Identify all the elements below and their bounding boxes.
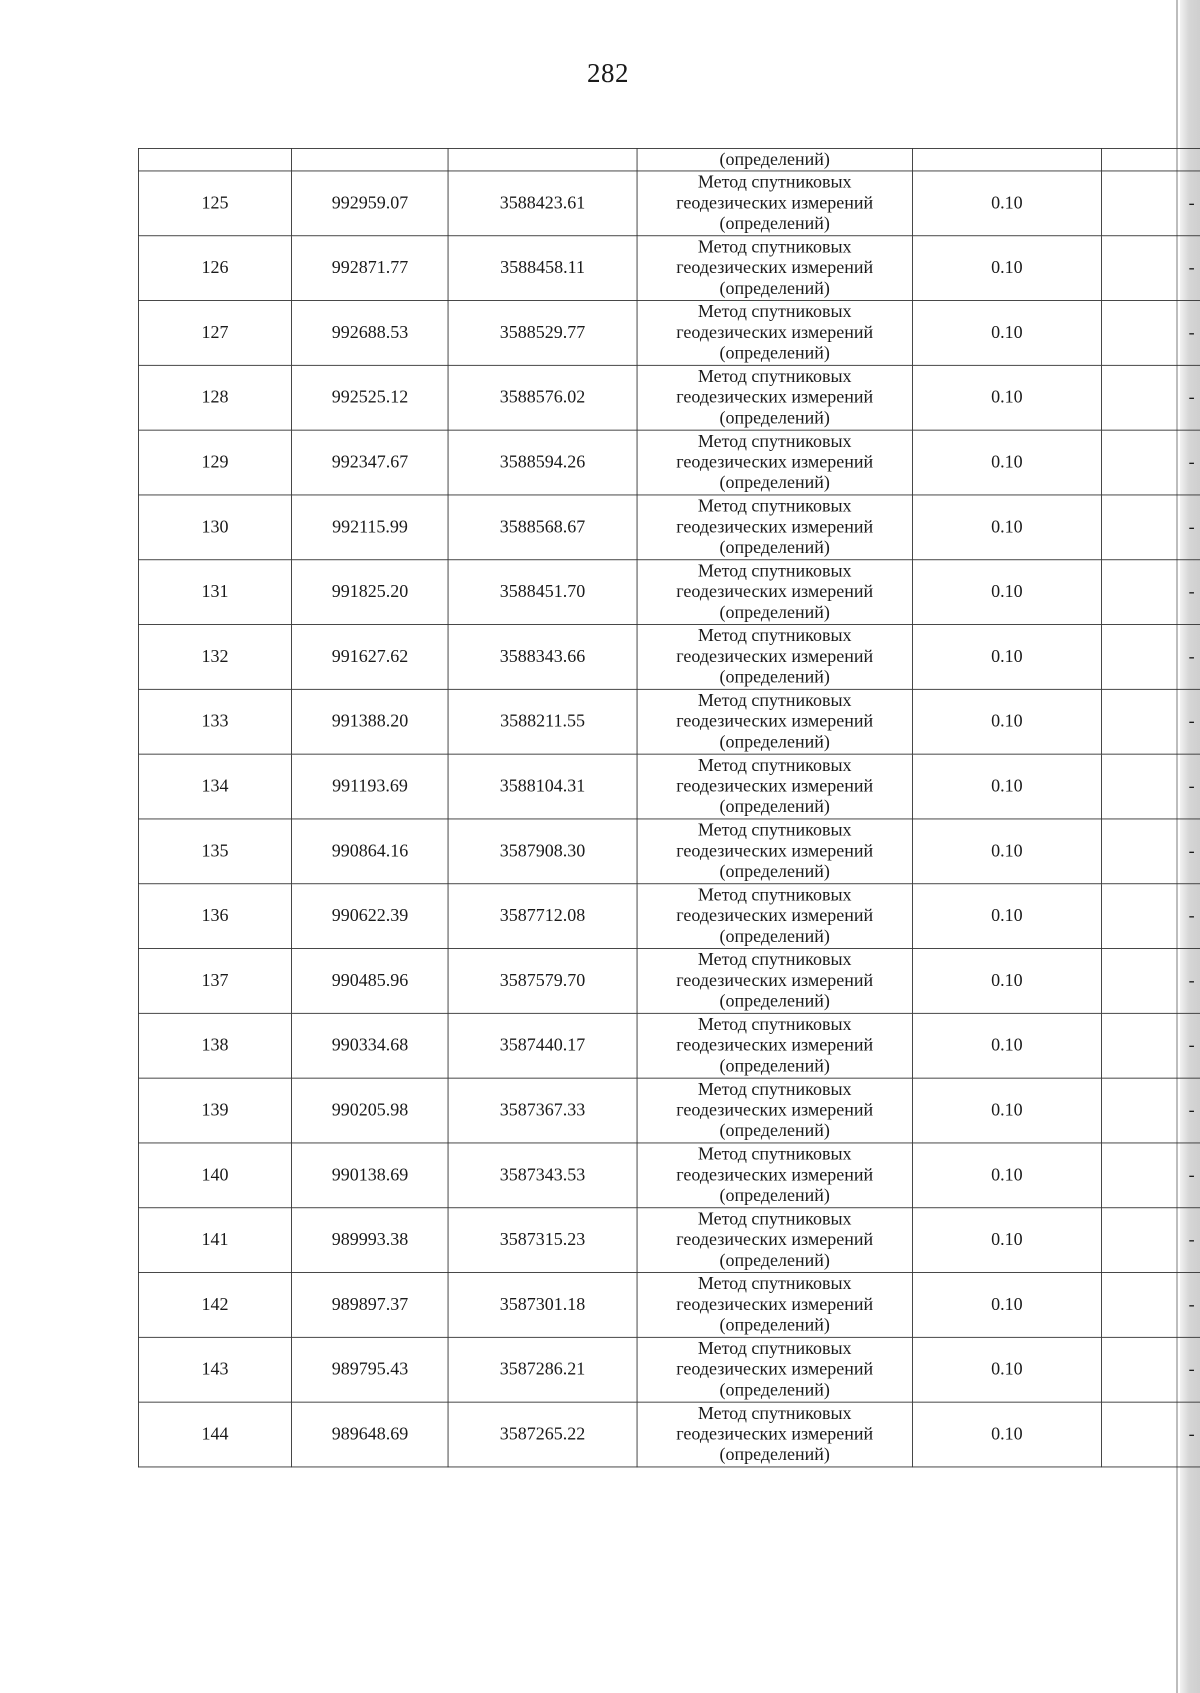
method-line: (определений) <box>719 1120 830 1141</box>
cell-accuracy: 0.10 <box>913 1208 1101 1273</box>
cell-x: 989993.38 <box>292 1208 449 1273</box>
cell-y: 3587712.08 <box>448 884 636 949</box>
table-row <box>138 1402 1200 1467</box>
method-line: Метод спутниковых <box>697 431 852 452</box>
cell-y: 3587286.21 <box>448 1337 636 1402</box>
cell-number: 137 <box>138 949 291 1014</box>
cell-note: - <box>1101 495 1200 560</box>
continuation-row <box>138 148 1200 171</box>
cell-number: 143 <box>138 1337 291 1402</box>
cell-y: 3588458.11 <box>448 236 636 301</box>
cell-y: 3587579.70 <box>448 949 636 1014</box>
cell-number: 128 <box>138 365 291 430</box>
cell-note: - <box>1101 301 1200 366</box>
method-line: (определений) <box>719 213 830 234</box>
cell-y: 3588423.61 <box>448 171 636 236</box>
table-row <box>138 1273 1200 1338</box>
method-line: Метод спутниковых <box>697 820 852 841</box>
cell-note: - <box>1101 689 1200 754</box>
method-line: (определений) <box>719 1315 830 1336</box>
cell-y: 3588576.02 <box>448 365 636 430</box>
cell-note: - <box>1101 1013 1200 1078</box>
cell-method <box>637 430 913 495</box>
method-line: Метод спутниковых <box>697 1209 852 1229</box>
cell-method <box>637 754 913 819</box>
method-line: (определений) <box>719 732 830 752</box>
cell-y: 3587908.30 <box>448 819 636 884</box>
cell-accuracy: 0.10 <box>913 1013 1101 1078</box>
method-line: геодезических измерений <box>676 452 874 472</box>
cell-number: 126 <box>138 236 291 301</box>
cell-x: 991193.69 <box>292 754 449 819</box>
method-line: геодезических измерений <box>676 322 874 343</box>
table-row <box>138 1337 1200 1402</box>
cell-method <box>637 495 913 560</box>
cell-method <box>637 689 913 754</box>
method-line: Метод спутниковых <box>697 237 852 257</box>
cell-method <box>637 625 913 690</box>
cell-number: 142 <box>138 1273 291 1338</box>
cell-number: 136 <box>138 884 291 949</box>
cell-accuracy: 0.10 <box>913 365 1101 430</box>
cell-number <box>138 148 291 171</box>
table-row <box>138 1208 1200 1273</box>
table-row <box>138 430 1200 495</box>
cell-number: 127 <box>138 301 291 366</box>
method-line: (определений) <box>719 667 830 688</box>
method-line: Метод спутниковых <box>697 1338 852 1359</box>
table-row <box>138 819 1200 884</box>
cell-method <box>637 1273 913 1338</box>
cell-y: 3588451.70 <box>448 560 636 625</box>
method-line: (определений) <box>719 1056 830 1076</box>
method-line: (определений) <box>719 926 830 947</box>
cell-number: 144 <box>138 1402 291 1467</box>
cell-y: 3587301.18 <box>448 1273 636 1338</box>
table-row <box>138 689 1200 754</box>
method-line: Метод спутниковых <box>697 625 852 646</box>
method-line: (определений) <box>719 796 830 817</box>
method-line: (определений) <box>719 343 830 364</box>
cell-accuracy: 0.10 <box>913 689 1101 754</box>
cell-number: 134 <box>138 754 291 819</box>
cell-method <box>637 171 913 236</box>
table-row <box>138 754 1200 819</box>
cell-y: 3587315.23 <box>448 1208 636 1273</box>
cell-accuracy: 0.10 <box>913 560 1101 625</box>
table-row <box>138 949 1200 1014</box>
cell-y: 3588104.31 <box>448 754 636 819</box>
method-line: геодезических измерений <box>676 387 874 408</box>
cell-x: 989897.37 <box>292 1273 449 1338</box>
cell-number: 138 <box>138 1013 291 1078</box>
cell-note: - <box>1101 819 1200 884</box>
cell-method <box>637 560 913 625</box>
method-line: (определений) <box>719 408 830 428</box>
table-row <box>138 560 1200 625</box>
cell-accuracy: 0.10 <box>913 236 1101 301</box>
cell-note: - <box>1101 1273 1200 1338</box>
method-line: (определений) <box>719 1444 830 1465</box>
cell-x: 990334.68 <box>292 1013 449 1078</box>
method-line: геодезических измерений <box>676 193 874 213</box>
method-line: (определений) <box>719 472 830 493</box>
method-line: Метод спутниковых <box>697 1403 852 1424</box>
cell-y: 3587343.53 <box>448 1143 636 1208</box>
cell-accuracy: 0.10 <box>913 949 1101 1014</box>
cell-y: 3587367.33 <box>448 1078 636 1143</box>
method-line: геодезических измерений <box>676 646 874 667</box>
cell-x: 989795.43 <box>292 1337 449 1402</box>
cell-y: 3588529.77 <box>448 301 636 366</box>
cell-accuracy: 0.10 <box>913 819 1101 884</box>
cell-accuracy <box>913 148 1101 171</box>
coordinates-table <box>138 148 1200 1467</box>
table-row <box>138 1013 1200 1078</box>
method-line: Метод спутниковых <box>697 561 852 581</box>
method-line: геодезических измерений <box>676 776 874 796</box>
method-line: Метод спутниковых <box>697 1273 852 1294</box>
cell-method <box>637 819 913 884</box>
cell-note: - <box>1101 949 1200 1014</box>
cell-x <box>292 148 449 171</box>
cell-method <box>637 949 913 1014</box>
method-line: геодезических измерений <box>676 905 874 926</box>
table-row <box>138 884 1200 949</box>
method-line: (определений) <box>719 1380 830 1400</box>
cell-method <box>637 236 913 301</box>
table-row <box>138 1143 1200 1208</box>
cell-method <box>637 1208 913 1273</box>
method-line: Метод спутниковых <box>697 885 852 905</box>
table-row <box>138 301 1200 366</box>
table-row <box>138 625 1200 690</box>
cell-method <box>637 1337 913 1402</box>
table-row <box>138 1078 1200 1143</box>
method-line: (определений) <box>719 602 830 623</box>
cell-y: 3588343.66 <box>448 625 636 690</box>
cell-number: 139 <box>138 1078 291 1143</box>
cell-accuracy: 0.10 <box>913 884 1101 949</box>
method-line: Метод спутниковых <box>697 366 852 387</box>
cell-note: - <box>1101 365 1200 430</box>
table-row <box>138 236 1200 301</box>
cell-note: - <box>1101 1208 1200 1273</box>
cell-method: (определений) <box>637 148 913 171</box>
cell-y: 3588594.26 <box>448 430 636 495</box>
cell-note: - <box>1101 884 1200 949</box>
method-line: геодезических измерений <box>676 1359 874 1380</box>
method-line: геодезических измерений <box>676 1165 874 1185</box>
cell-note: - <box>1101 430 1200 495</box>
cell-note: - <box>1101 625 1200 690</box>
method-line: геодезических измерений <box>676 1294 874 1315</box>
page-number: 282 <box>587 58 629 88</box>
cell-accuracy: 0.10 <box>913 1337 1101 1402</box>
cell-method <box>637 1013 913 1078</box>
cell-accuracy: 0.10 <box>913 754 1101 819</box>
method-line: геодезических измерений <box>676 581 874 602</box>
method-line: геодезических измерений <box>676 1100 874 1120</box>
cell-method <box>637 1078 913 1143</box>
method-line: Метод спутниковых <box>697 1144 852 1165</box>
method-line: (определений) <box>719 278 830 299</box>
cell-x: 992525.12 <box>292 365 449 430</box>
cell-method <box>637 365 913 430</box>
cell-x: 989648.69 <box>292 1402 449 1467</box>
method-line: (определений) <box>719 537 830 558</box>
cell-method <box>637 1143 913 1208</box>
cell-accuracy: 0.10 <box>913 1273 1101 1338</box>
cell-accuracy: 0.10 <box>913 171 1101 236</box>
cell-note: - <box>1101 754 1200 819</box>
cell-x: 990205.98 <box>292 1078 449 1143</box>
cell-method <box>637 884 913 949</box>
cell-accuracy: 0.10 <box>913 625 1101 690</box>
method-line: геодезических измерений <box>676 1424 874 1444</box>
cell-number: 130 <box>138 495 291 560</box>
cell-x: 992115.99 <box>292 495 449 560</box>
cell-note: - <box>1101 1337 1200 1402</box>
cell-note: - <box>1101 1078 1200 1143</box>
method-line: Метод спутниковых <box>697 949 852 970</box>
cell-note: - <box>1101 1402 1200 1467</box>
cell-y: 3587440.17 <box>448 1013 636 1078</box>
method-line: Метод спутниковых <box>697 172 852 193</box>
method-line: (определений) <box>719 991 830 1012</box>
cell-y: 3588211.55 <box>448 689 636 754</box>
table-row <box>138 365 1200 430</box>
method-line: геодезических измерений <box>676 517 874 537</box>
method-line: геодезических измерений <box>676 257 874 278</box>
cell-number: 141 <box>138 1208 291 1273</box>
cell-x: 991388.20 <box>292 689 449 754</box>
cell-accuracy: 0.10 <box>913 1402 1101 1467</box>
method-line: геодезических измерений <box>676 1229 874 1250</box>
cell-x: 990485.96 <box>292 949 449 1014</box>
method-line: геодезических измерений <box>676 970 874 991</box>
method-line: Метод спутниковых <box>697 1014 852 1035</box>
cell-accuracy: 0.10 <box>913 495 1101 560</box>
cell-x: 990138.69 <box>292 1143 449 1208</box>
cell-x: 990622.39 <box>292 884 449 949</box>
cell-accuracy: 0.10 <box>913 430 1101 495</box>
cell-y: 3587265.22 <box>448 1402 636 1467</box>
method-line: (определений) <box>719 861 830 882</box>
cell-number: 140 <box>138 1143 291 1208</box>
cell-accuracy: 0.10 <box>913 1078 1101 1143</box>
table-row <box>138 171 1200 236</box>
cell-number: 135 <box>138 819 291 884</box>
method-line: Метод спутниковых <box>697 496 852 517</box>
cell-accuracy: 0.10 <box>913 301 1101 366</box>
cell-x: 991627.62 <box>292 625 449 690</box>
method-line: геодезических измерений <box>676 1035 874 1056</box>
cell-note: - <box>1101 236 1200 301</box>
method-line: Метод спутниковых <box>697 1079 852 1100</box>
cell-x: 992688.53 <box>292 301 449 366</box>
method-line: геодезических измерений <box>676 841 874 861</box>
cell-number: 131 <box>138 560 291 625</box>
cell-number: 125 <box>138 171 291 236</box>
method-line: геодезических измерений <box>676 711 874 732</box>
cell-method <box>637 1402 913 1467</box>
cell-x: 992959.07 <box>292 171 449 236</box>
cell-accuracy: 0.10 <box>913 1143 1101 1208</box>
coordinates-table-body <box>138 148 1200 1467</box>
cell-note <box>1101 148 1200 171</box>
cell-x: 992871.77 <box>292 236 449 301</box>
cell-number: 132 <box>138 625 291 690</box>
method-line: (определений) <box>719 1250 830 1271</box>
cell-note: - <box>1101 560 1200 625</box>
cell-y: 3588568.67 <box>448 495 636 560</box>
method-line: (определений) <box>719 1185 830 1206</box>
cell-y <box>448 148 636 171</box>
method-line: Метод спутниковых <box>697 690 852 711</box>
cell-x: 991825.20 <box>292 560 449 625</box>
cell-number: 129 <box>138 430 291 495</box>
cell-method <box>637 301 913 366</box>
cell-x: 992347.67 <box>292 430 449 495</box>
method-line: Метод спутниковых <box>697 755 852 776</box>
method-line: Метод спутниковых <box>697 301 852 322</box>
cell-x: 990864.16 <box>292 819 449 884</box>
cell-note: - <box>1101 171 1200 236</box>
cell-number: 133 <box>138 689 291 754</box>
table-row <box>138 495 1200 560</box>
cell-note: - <box>1101 1143 1200 1208</box>
